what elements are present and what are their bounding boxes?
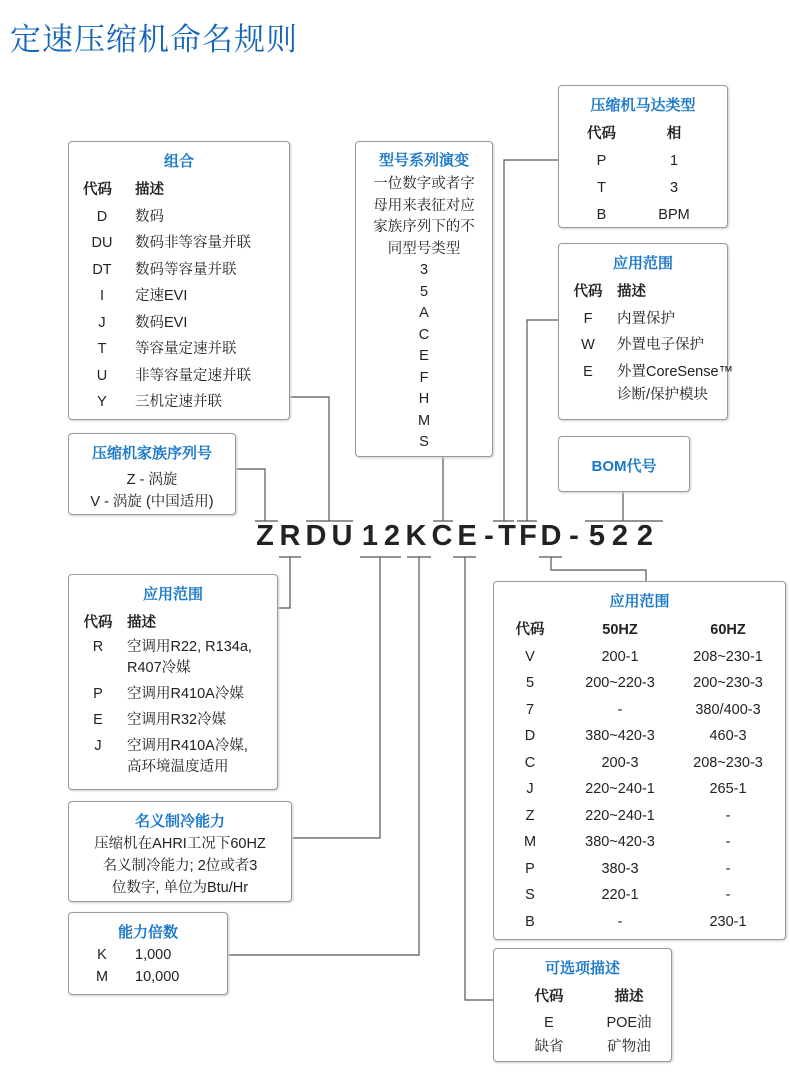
table-row	[494, 1035, 671, 1059]
header: 代码	[587, 126, 616, 142]
table-row	[69, 336, 289, 363]
cell: Z	[525, 807, 535, 824]
header: 描述	[135, 182, 164, 198]
cell: 空调用R22, R134a,	[127, 638, 252, 655]
cell: DT	[92, 261, 112, 278]
table-row	[69, 637, 277, 679]
cell: -	[725, 887, 731, 903]
cell: C	[524, 754, 536, 771]
code-char: K	[405, 520, 427, 552]
cell: 等容量定速并联	[135, 341, 237, 357]
table-row	[69, 710, 277, 731]
code-char: R	[279, 520, 301, 552]
cell-group	[127, 736, 248, 778]
table-row	[69, 283, 289, 310]
table-row	[69, 684, 277, 705]
cell: K	[97, 947, 107, 963]
cell: POE油	[606, 1014, 652, 1031]
code-char: D	[540, 520, 562, 552]
model-code	[0, 520, 790, 560]
table-row	[494, 984, 671, 1011]
cell: M	[523, 834, 537, 850]
table-row	[494, 829, 785, 856]
refrigerant-box	[68, 574, 278, 790]
table-row	[494, 1011, 671, 1035]
cell-group	[127, 684, 244, 705]
combination-box	[68, 141, 290, 420]
box-title: 型号系列演变	[378, 152, 469, 169]
table-row	[559, 332, 727, 359]
motor-box	[558, 85, 728, 228]
cell: 220-1	[601, 887, 639, 903]
cell: 7	[525, 701, 535, 718]
cell: U	[96, 367, 108, 384]
cell: E	[93, 711, 103, 728]
table-row	[559, 279, 727, 306]
box-title: 压缩机马达类型	[590, 97, 696, 114]
cell: 460-3	[709, 728, 747, 744]
table-row	[559, 121, 727, 148]
cell: -	[725, 807, 731, 824]
header: 60HZ	[710, 622, 746, 638]
cell: S	[525, 887, 535, 903]
cell: -	[725, 834, 731, 850]
cell: 380~420-3	[585, 834, 655, 850]
table-row	[69, 230, 289, 257]
code-char: 1	[361, 520, 379, 552]
cell: 1	[669, 152, 679, 169]
cell: P	[596, 152, 607, 169]
code-char: Z	[256, 520, 274, 552]
cell: E	[583, 363, 593, 380]
cell: 200~230-3	[693, 675, 763, 691]
cell: V	[525, 648, 535, 665]
variant-code: 5	[419, 283, 429, 300]
text-line: 诊断/保护模块	[617, 387, 709, 403]
cell: 数码	[135, 208, 164, 225]
cell: 外置电子保护	[617, 337, 704, 353]
table-row	[69, 204, 289, 231]
table-row	[494, 723, 785, 750]
table-row	[494, 644, 785, 671]
cell: D	[524, 728, 536, 744]
variant-code: M	[417, 412, 431, 429]
header: 描述	[127, 615, 156, 631]
header: 50HZ	[602, 622, 638, 638]
variant-code: C	[418, 326, 430, 343]
cell: P	[93, 685, 103, 702]
cell: Y	[97, 394, 107, 410]
table-row	[69, 363, 289, 390]
protection-box	[558, 243, 734, 420]
cell: 10,000	[135, 969, 180, 985]
cell: 高环境温度适用	[127, 758, 229, 775]
code-char: E	[457, 520, 477, 552]
cell: 数码非等容量并联	[135, 235, 251, 251]
cell: 矿物油	[607, 1038, 651, 1055]
cell: J	[98, 314, 106, 331]
variant-box	[355, 141, 493, 457]
table-row	[69, 389, 289, 416]
table-row	[494, 617, 785, 644]
cell: 5	[525, 675, 535, 691]
cell: -	[725, 860, 731, 877]
cell: 265-1	[709, 781, 747, 797]
text-line: V - 涡旋 (中国适用)	[90, 494, 214, 510]
table-row	[69, 257, 289, 284]
table-row	[494, 670, 785, 697]
capacity-box	[68, 801, 292, 902]
cell: 内置保护	[617, 310, 675, 327]
code-char: T	[498, 520, 516, 552]
table-row	[69, 966, 227, 988]
cell: 220~240-1	[585, 781, 655, 797]
header: 代码	[83, 615, 113, 631]
cell: 230-1	[709, 913, 747, 930]
cell: I	[99, 288, 105, 304]
cell: 空调用R32冷媒	[127, 711, 227, 728]
cell: W	[581, 337, 595, 353]
cell: 非等容量定速并联	[135, 367, 251, 384]
cell: -	[617, 701, 623, 718]
cell: 200~220-3	[585, 675, 655, 691]
cell: J	[526, 781, 534, 797]
cell: 200-3	[601, 754, 639, 771]
cell: T	[97, 341, 107, 357]
cell: R407冷媒	[127, 659, 191, 676]
box-title: BOM代号	[591, 458, 657, 475]
variant-code: 3	[419, 262, 429, 278]
cell: 空调用R410A冷媒	[127, 685, 244, 702]
table-row	[69, 736, 277, 778]
code-char: D	[305, 520, 327, 552]
box-title: 压缩机家族序列号	[91, 445, 212, 462]
code-char: 2	[383, 520, 401, 552]
variant-code: F	[419, 369, 429, 386]
code-char: 2	[611, 520, 629, 552]
cell: 数码等容量并联	[135, 261, 237, 278]
table-row	[494, 776, 785, 803]
table-row	[559, 306, 727, 333]
cell-group	[127, 710, 226, 731]
header: 代码	[534, 989, 564, 1005]
cell: B	[525, 913, 535, 930]
cell: E	[544, 1014, 554, 1031]
variant-code: H	[418, 391, 430, 407]
table-row	[494, 750, 785, 777]
table-row	[494, 882, 785, 909]
cell: 三机定速并联	[135, 394, 222, 410]
text-line: 压缩机在AHRI工况下60HZ	[94, 836, 266, 852]
cell: T	[597, 179, 606, 196]
box-title: 可选项描述	[544, 960, 620, 977]
code-char: 2	[636, 520, 654, 552]
text-line: 家族序列下的不	[373, 219, 475, 235]
box-title: 应用范围	[142, 586, 203, 603]
cell: 380~420-3	[585, 728, 655, 744]
table-row	[559, 148, 727, 175]
box-title: 能力倍数	[117, 924, 178, 941]
table-row	[494, 803, 785, 830]
cell: 外置CoreSense™	[617, 363, 734, 380]
cell: 380-3	[601, 860, 639, 877]
cell: BPM	[658, 206, 690, 223]
variant-code: A	[419, 305, 429, 321]
cell: P	[525, 860, 535, 877]
cell: J	[94, 737, 102, 754]
cell: B	[596, 206, 607, 223]
cell: 1,000	[135, 947, 172, 963]
cell: R	[92, 638, 104, 655]
code-char: U	[331, 520, 353, 552]
cell: 208~230-1	[693, 648, 763, 665]
cell-group	[127, 637, 252, 679]
box-title: 应用范围	[612, 255, 673, 272]
code-char: C	[431, 520, 453, 552]
text-line: 母用来表征对应	[373, 197, 475, 214]
box-title: 名义制冷能力	[134, 813, 225, 830]
cell: F	[583, 310, 593, 327]
variant-code: E	[419, 348, 429, 364]
table-row	[494, 909, 785, 936]
cell: 缺省	[534, 1038, 564, 1055]
cell: 数码EVI	[135, 314, 188, 331]
table-row	[494, 697, 785, 724]
family-box	[68, 433, 236, 515]
text-line: 名义制冷能力; 2位或者3	[102, 858, 258, 874]
cell: 定速EVI	[135, 288, 188, 304]
table-row	[494, 856, 785, 883]
table-row	[559, 175, 727, 202]
header: 代码	[83, 182, 112, 198]
table-row	[559, 202, 727, 229]
cell: M	[95, 969, 109, 985]
cell: 220~240-1	[585, 807, 655, 824]
bom-box	[558, 436, 690, 492]
header: 描述	[614, 989, 644, 1005]
cell: 208~230-3	[693, 754, 763, 771]
table-row	[69, 310, 289, 337]
options-box	[493, 948, 672, 1062]
cell: -	[617, 913, 623, 930]
box-title: 应用范围	[609, 593, 670, 610]
header: 代码	[515, 622, 545, 638]
code-char: 5	[588, 520, 606, 552]
code-char: -	[569, 520, 579, 552]
page-title: 定速压缩机命名规则	[10, 22, 298, 57]
header: 描述	[617, 284, 646, 300]
code-char: F	[519, 520, 537, 552]
table-row	[69, 610, 277, 637]
text-line: 同型号类型	[387, 240, 461, 257]
text-line: 一位数字或者字	[373, 176, 475, 192]
cell: D	[96, 208, 108, 225]
cell: DU	[91, 235, 113, 251]
table-row	[559, 359, 734, 386]
text-line: 位数字, 单位为Btu/Hr	[111, 880, 249, 896]
code-char: -	[484, 520, 494, 552]
cell: 380/400-3	[695, 701, 761, 718]
cell: 200-1	[601, 648, 639, 665]
header: 代码	[573, 284, 603, 300]
text-line: Z - 涡旋	[126, 472, 178, 488]
cell: 空调用R410A冷媒,	[127, 737, 248, 754]
cell: 3	[669, 179, 679, 196]
voltage-box	[493, 581, 786, 940]
table-row	[69, 944, 227, 966]
header: 相	[666, 126, 682, 142]
box-title: 组合	[163, 153, 194, 170]
variant-code: S	[419, 434, 429, 450]
multiplier-box	[68, 912, 228, 995]
